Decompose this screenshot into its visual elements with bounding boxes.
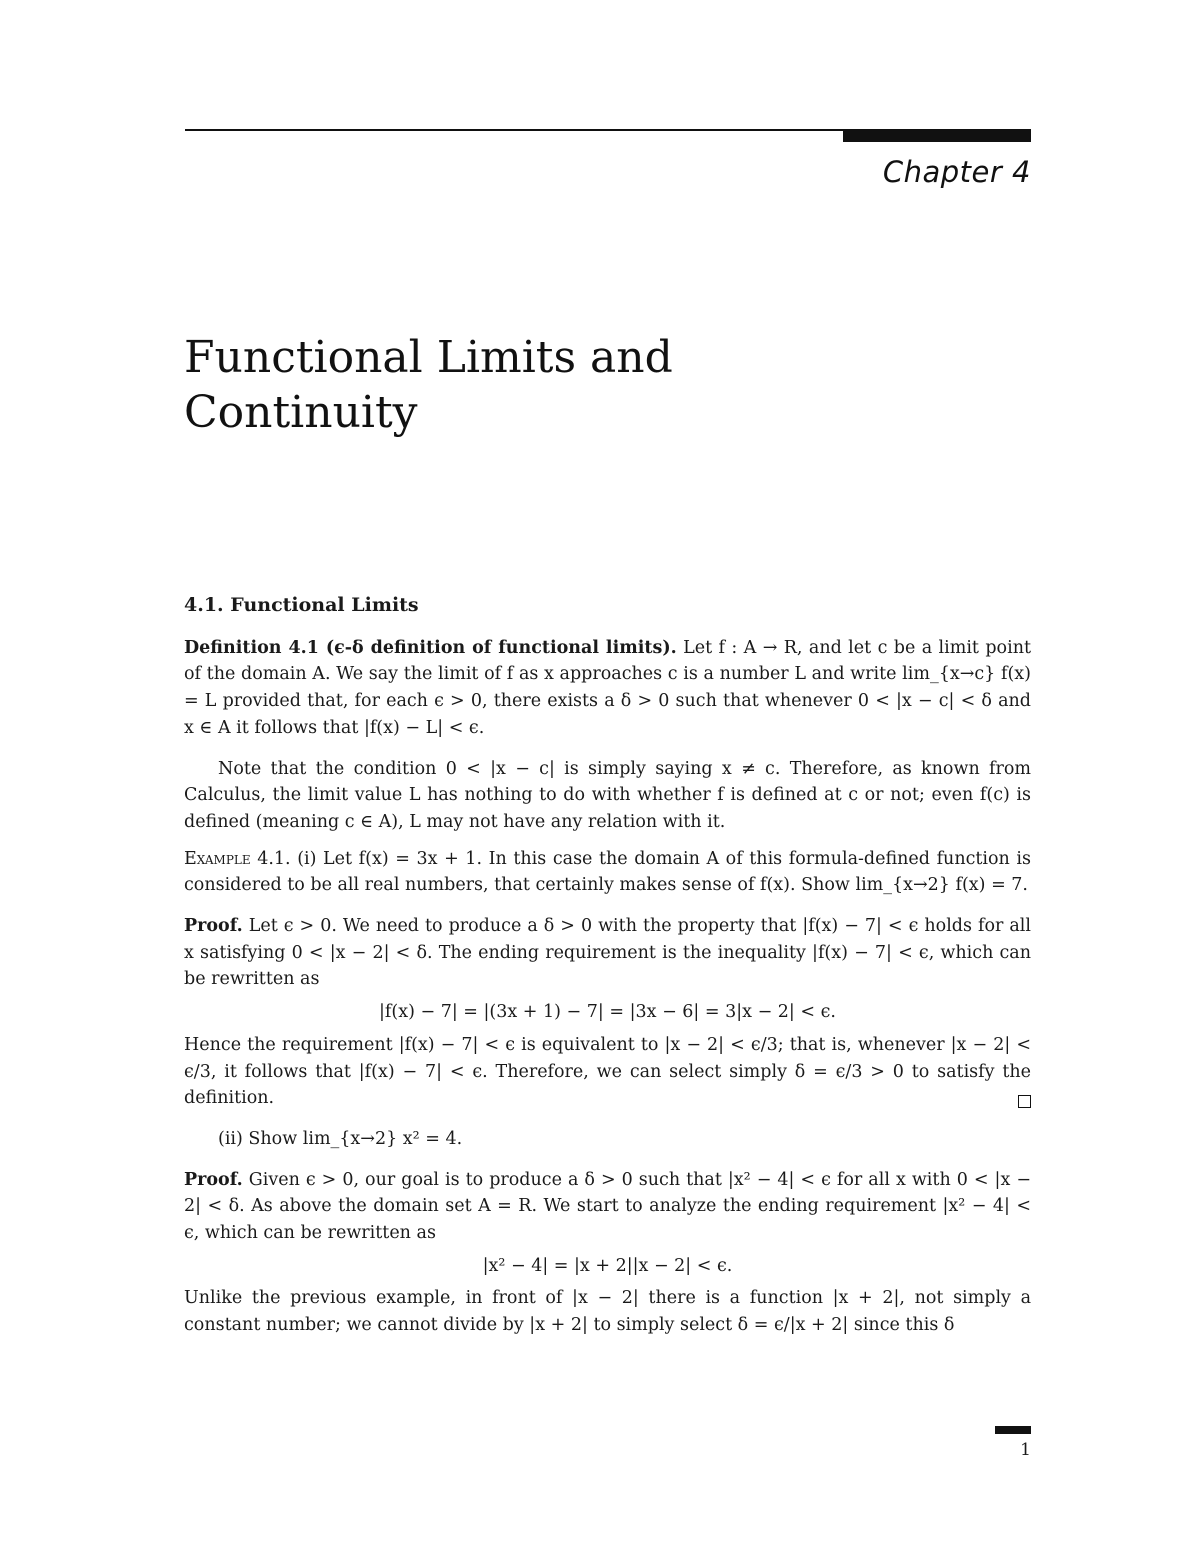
footer-bar (995, 1426, 1031, 1434)
page-body (184, 592, 1031, 1339)
note-paragraph: Note that the condition 0 < |x − c| is simply saying x ≠ c. Therefore, as known from Calculus, the limit value L has nothing to do with whether f is defined at c or not; even f(c) is defined (meaning c ∈ A), L may not have any relation with it. (184, 758, 1031, 832)
chapter-label: Chapter 4 (882, 155, 1031, 189)
qed-icon (1018, 1095, 1031, 1108)
top-rule (185, 129, 845, 131)
page-number: 1 (1020, 1440, 1031, 1460)
proof-1-paragraph (184, 913, 1031, 993)
example-paragraph (184, 846, 1031, 899)
proof-2-after-paragraph: Unlike the previous example, in front of |x − 2| there is a function |x + 2|, not simply a constant number; we cannot divide by |x + 2| to simply select δ = ϵ/|x + 2| since this δ (184, 1288, 1031, 1336)
chapter-title-line-2: Continuity (184, 387, 418, 438)
example-label: Example 4.1. (184, 848, 291, 869)
proof-1-equation: |f(x) − 7| = |(3x + 1) − 7| = |3x − 6| = 3|x − 2| < ϵ. (379, 1002, 836, 1023)
proof-2-label: Proof. (184, 1169, 243, 1190)
chapter-title (184, 330, 984, 440)
proof-2-text: Given ϵ > 0, our goal is to produce a δ > 0 such that |x² − 4| < ϵ for all x with 0 < |x − 2| < δ. As above the domain set A = R. We start to analyze the ending requirement |x² − 4| < ϵ, which can be rewritten as (184, 1169, 1031, 1244)
top-bar (843, 129, 1031, 142)
example-text: (i) Let f(x) = 3x + 1. In this case the domain A of this formula-defined function is considered to be all real numbers, that certainly makes sense of f(x). Show lim_{x→2} f(x) = 7. (184, 848, 1031, 896)
definition-paragraph (184, 635, 1031, 742)
proof-1-after-text: Hence the requirement |f(x) − 7| < ϵ is equivalent to |x − 2| < ϵ/3; that is, whenever |x − 2| < ϵ/3, it follows that |f(x) − 7| < ϵ. Therefore, we can select simply δ = ϵ/3 > 0 to satisfy the definition. (184, 1034, 1031, 1109)
part-2-paragraph: (ii) Show lim_{x→2} x² = 4. (218, 1128, 463, 1149)
definition-text: Let f : A → R, and let c be a limit point of the domain A. We say the limit of f as x approaches c is a number L and write lim_{x→c} f(x) = L provided that, for each ϵ > 0, there exists a δ > 0 such that whenever 0 < |x − c| < δ and x ∈ A it follows that |f(x) − L| < ϵ. (184, 637, 1031, 738)
proof-1-text: Let ϵ > 0. We need to produce a δ > 0 with the property that |f(x) − 7| < ϵ holds for all x satisfying 0 < |x − 2| < δ. The ending requirement is the inequality |f(x) − 7| < ϵ, which can be rewritten as (184, 916, 1031, 990)
proof-1-conclusion (184, 1032, 1031, 1112)
section-heading: 4.1. Functional Limits (184, 594, 419, 616)
proof-2-paragraph (184, 1167, 1031, 1247)
proof-2-equation: |x² − 4| = |x + 2||x − 2| < ϵ. (482, 1255, 733, 1276)
definition-label: Definition 4.1 (ϵ-δ definition of functional limits). (184, 637, 677, 658)
proof-1-label: Proof. (184, 916, 243, 937)
chapter-title-line-1: Functional Limits and (184, 332, 673, 383)
